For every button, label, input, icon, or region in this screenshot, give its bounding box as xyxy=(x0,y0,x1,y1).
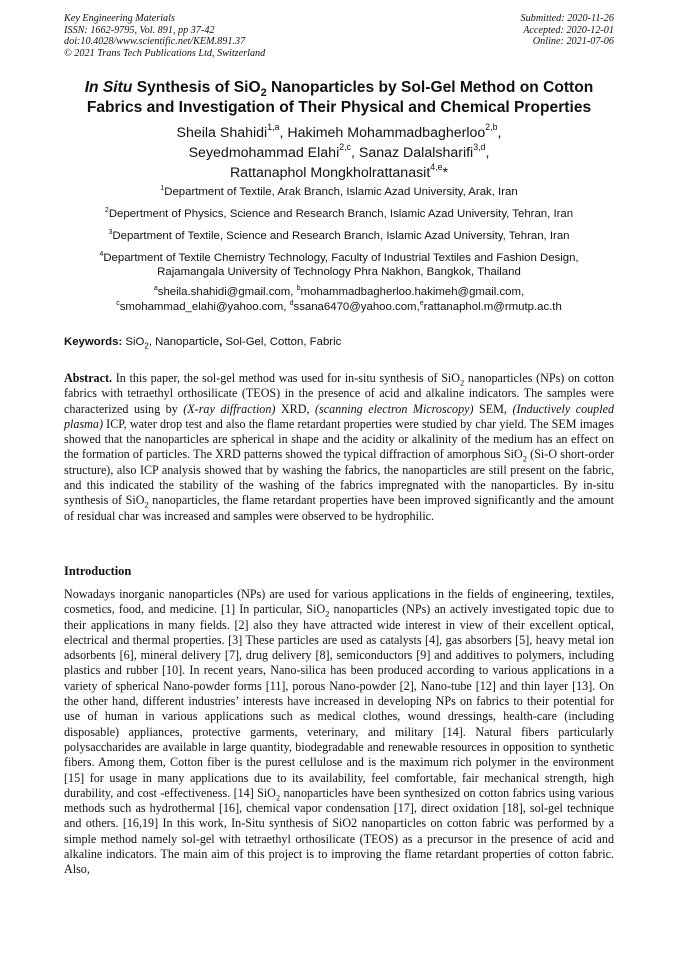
title-subscript: 2 xyxy=(260,87,267,100)
affiliation-list xyxy=(64,185,614,287)
abstract-label: Abstract. xyxy=(64,371,113,385)
keyword-text: SiO xyxy=(122,336,145,348)
issn-line: ISSN: 1662-9795, Vol. 891, pp 37-42 xyxy=(64,24,215,36)
email-link[interactable]: rattanaphol.m@rmutp.ac.th xyxy=(423,301,562,313)
dates-info xyxy=(521,13,614,48)
affil-text: Department of Textile, Science and Research Branch, Islamic Azad University, Tehran, Iran xyxy=(112,230,570,242)
keyword-subscript: 2 xyxy=(144,341,149,351)
author-list xyxy=(64,123,614,183)
subscript: 2 xyxy=(275,792,281,803)
journal-info xyxy=(64,13,265,59)
affil-number: 1 xyxy=(160,184,165,192)
affiliation xyxy=(64,185,614,199)
journal-name: Key Engineering Materials xyxy=(64,13,175,24)
abstract-text: In this paper, the sol-gel method was used for in-situ synthesis of SiO xyxy=(112,371,461,385)
affiliation xyxy=(64,251,614,280)
author-separator: , xyxy=(350,145,359,161)
author-affil: 3,d xyxy=(473,142,486,153)
title-part: Nanoparticles by Sol-Gel Method on Cotton xyxy=(266,79,594,96)
author-separator: , xyxy=(497,125,502,141)
author-affil: 1,a xyxy=(267,122,280,133)
submitted-date: Submitted: 2020-11-26 xyxy=(520,13,614,24)
abstract-text: ICP, water drop test and also the flame retardant properties were studied by char yield. The SEM images showed that the nanoparticles are spherical in shape and the acidity or alkalinity of the medium has an effect on the formation of particles. The XRD patterns showed the typical diffraction of amorphous SiO xyxy=(64,416,614,462)
email-marker: b xyxy=(296,284,301,292)
online-date: Online: 2021-07-06 xyxy=(532,36,614,48)
keyword-text: , Nanoparticle xyxy=(148,336,220,348)
abstract-italic: (X-ray diffraction) xyxy=(183,401,276,416)
section-heading-introduction: Introduction xyxy=(64,564,132,578)
email-marker: d xyxy=(289,299,294,307)
author-affil: 4,e xyxy=(430,162,443,173)
affil-number: 3 xyxy=(108,228,113,236)
subscript: 2 xyxy=(144,499,149,510)
author-separator: , xyxy=(485,145,490,161)
affil-text: Rajamangala University of Technology Phra Nakhon, Bangkok, Thailand xyxy=(157,266,521,279)
affil-number: 4 xyxy=(99,250,104,258)
intro-text: nanoparticles (NPs) an actively investigated topic due to their applications in many fields. [2] also they have attracted wide interest in view of their excellent optical, electrical and thermal properties. [3] These particles are used as catalysts [4], gas absorbers [5], heavy metal ion adsorbents [6], mineral delivery [7], drug delivery [8], semiconductors [9] and additives to polymers, including plastics and rubber [10]. In recent years, Nano-silica has been produced according to various applications in a variety of spherical Nano-powder forms [11], porous Nano-powder [2], Nano-tube [12] and thin layer [13]. On the other hand, different industries’ interests have increased in developing NPs on fabrics to their potential for use of human in various applications such as medical clothes, wound dressings, health-care (including disposable) appliances, protective garments, veterinary, and military [14]. Natural fibers particularly polysaccharides are available in large quantity, biodegradable and renewable resources in opposition to synthetic fibers. Among them, Cotton fiber is the purest cellulose and is the maximum rich polymer in the environment [15] for usage in many applications due to its availability, feel comfortable, fair mechanical strength, high durability, and cost -effectiveness. [14] SiO xyxy=(64,602,615,800)
email-marker: a xyxy=(153,284,158,292)
abstract-text: nanoparticles, the flame retardant properties have been improved significantly and the amount of residual char was increased and samples were observed to be hydrophilic. xyxy=(64,493,614,523)
author-separator: * xyxy=(442,165,449,181)
subscript: 2 xyxy=(325,608,330,619)
author-name: Sanaz Dalalsharifi xyxy=(358,145,474,161)
email-link[interactable]: mohammadbagherloo.hakimeh@gmail.com, xyxy=(300,286,525,298)
subscript: 2 xyxy=(460,377,465,388)
email-link[interactable]: smohammad_elahi@yahoo.com, xyxy=(119,301,290,313)
email-link[interactable]: sheila.shahidi@gmail.com, xyxy=(157,286,297,298)
author-name: Rattanaphol Mongkholrattanasit xyxy=(229,165,431,181)
keywords-label: Keywords: xyxy=(64,336,123,348)
affil-text: Department of Textile, Arak Branch, Islamic Azad University, Arak, Iran xyxy=(164,186,518,198)
email-link[interactable]: ssana6470@yahoo.com, xyxy=(293,301,420,313)
author-name: Seyedmohammad Elahi xyxy=(188,145,340,161)
author-name: Hakimeh Mohammadbagherloo xyxy=(287,125,486,141)
affil-text: Department of Textile Chemistry Technology, Faculty of Industrial Textiles and Fashion Design, xyxy=(103,252,579,264)
title-line-2: Fabrics and Investigation of Their Physical and Chemical Properties xyxy=(86,99,592,116)
title-part: Synthesis of SiO xyxy=(132,79,261,96)
email-marker: e xyxy=(419,299,424,307)
intro-text: nanoparticles have been synthesized on cotton fabrics using various methods such as hydrothermal [16], chemical vapor condensation [17], direct oxidation [18], sol-gel technique and others. [16,19] In this work, In-Situ synthesis of SiO2 nanoparticles on cotton fabric was performed by a simple method namely sol-gel with tetraethyl orthosilicate (TEOS) as a precursor in the presence of acid and alkaline indicators. The main aim of this project is to improving the flame retardant properties of cotton fabric. Also, xyxy=(64,785,614,877)
author-separator: , xyxy=(279,125,288,141)
abstract-italic: (Inductively coupled plasma) xyxy=(64,401,614,431)
keyword-separator: , xyxy=(219,336,223,348)
abstract-text: SEM, xyxy=(473,401,513,416)
copyright-line: © 2021 Trans Tech Publications Ltd, Switzerland xyxy=(64,47,266,59)
subscript: 2 xyxy=(522,453,527,464)
affiliation xyxy=(64,229,614,243)
introduction-body xyxy=(64,587,614,878)
author-affil: 2,c xyxy=(339,142,351,153)
abstract-text: nanoparticles (NPs) on cotton fabrics with tetraethyl orthosilicate (TEOS) in the presence of acid and alkaline indicators. The samples were characterized using by xyxy=(64,371,614,416)
keyword-text: Sol-Gel, Cotton, Fabric xyxy=(222,336,342,348)
email-list xyxy=(64,285,614,315)
accepted-date: Accepted: 2020-12-01 xyxy=(523,24,614,36)
author-name: Sheila Shahidi xyxy=(176,125,268,141)
abstract-text: (Si-O short-order structure), also ICP analysis showed that by washing the fabrics, the nanoparticles are still present on the fabric, and this indicated the stability of the washing of the fabrics impregnated with the nanoparticles. By in-situ synthesis of SiO xyxy=(64,447,614,508)
author-affil: 2,b xyxy=(485,122,498,133)
affil-text: Depertment of Physics, Science and Research Branch, Islamic Azad University, Tehran, Iran xyxy=(108,208,574,220)
abstract-italic: (scanning electron Microscopy) xyxy=(315,401,474,416)
title-italic: In Situ xyxy=(84,79,133,96)
paper-title xyxy=(64,78,614,118)
affiliation xyxy=(64,207,614,221)
abstract xyxy=(64,371,614,524)
intro-text: Nowadays inorganic nanoparticles (NPs) are used for various applications in the fields of engineering, textiles, cosmetics, food, and medicine. [1] In particular, SiO xyxy=(64,587,614,617)
abstract-text: XRD, xyxy=(275,401,315,416)
email-marker: c xyxy=(116,299,120,307)
keywords xyxy=(64,335,614,350)
affil-number: 2 xyxy=(104,206,109,214)
doi-line: doi:10.4028/www.scientific.net/KEM.891.37 xyxy=(64,36,246,48)
